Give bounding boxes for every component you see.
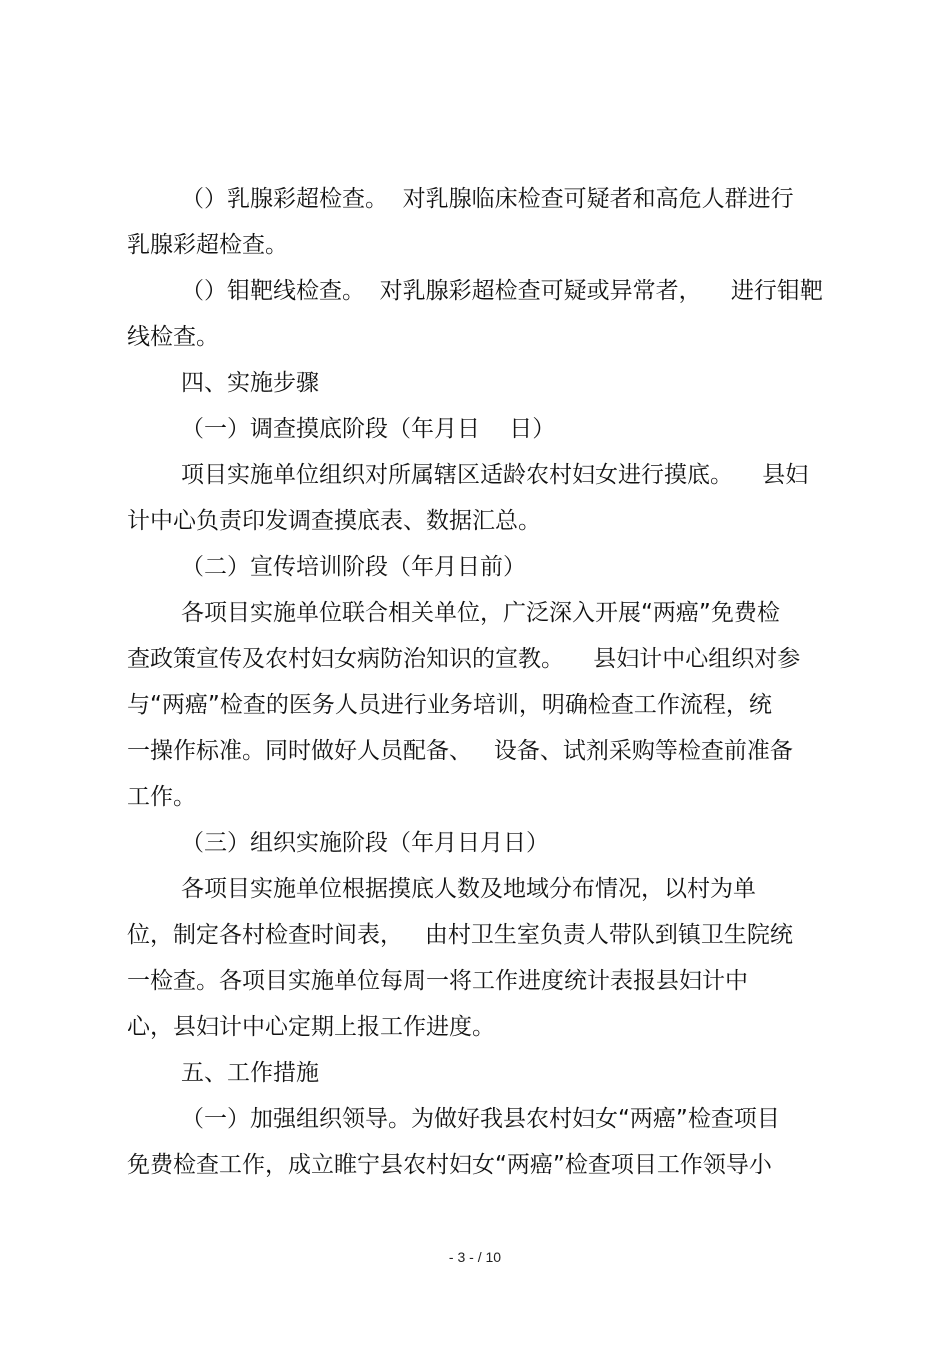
section-heading: 五、工作措施: [181, 1060, 319, 1086]
text-line: （）乳腺彩超检查。 对乳腺临床检查可疑者和高危人群进行: [181, 186, 794, 212]
text-line: 项目实施单位组织对所属辖区适龄农村妇女进行摸底。 县妇: [181, 462, 809, 488]
page-number: - 3 - / 10: [448, 1249, 502, 1265]
text-line: 与“两癌”检查的医务人员进行业务培训，明确检查工作流程，统: [127, 692, 772, 718]
section-heading: 四、实施步骤: [181, 370, 319, 396]
text-line: 线检查。: [127, 324, 219, 350]
text-line: （一）加强组织领导。为做好我县农村妇女“两癌”检查项目: [181, 1106, 780, 1132]
text-line: 一检查。各项目实施单位每周一将工作进度统计表报县妇计中: [127, 968, 748, 994]
subsection-heading: （一）调查摸底阶段（年月日 日）: [181, 416, 556, 442]
text-line: 免费检查工作，成立睢宁县农村妇女“两癌”检查项目工作领导小: [127, 1152, 772, 1178]
text-line: 位，制定各村检查时间表， 由村卫生室负责人带队到镇卫生院统: [127, 922, 793, 948]
text-line: 一操作标准。同时做好人员配备、 设备、试剂采购等检查前准备: [127, 738, 793, 764]
text-line: 工作。: [127, 784, 196, 810]
text-line: 各项目实施单位联合相关单位，广泛深入开展“两癌”免费检: [181, 600, 780, 626]
text-line: （）钼靶线检查。 对乳腺彩超检查可疑或异常者， 进行钼靶: [181, 278, 823, 304]
subsection-heading: （二）宣传培训阶段（年月日前）: [181, 554, 526, 580]
text-line: 计中心负责印发调查摸底表、数据汇总。: [127, 508, 541, 534]
subsection-heading: （三）组织实施阶段（年月日月日）: [181, 830, 549, 856]
text-line: 查政策宣传及农村妇女病防治知识的宣教。 县妇计中心组织对参: [127, 646, 801, 672]
text-line: 各项目实施单位根据摸底人数及地域分布情况，以村为单: [181, 876, 756, 902]
text-line: 乳腺彩超检查。: [127, 232, 288, 258]
text-line: 心，县妇计中心定期上报工作进度。: [127, 1014, 495, 1040]
